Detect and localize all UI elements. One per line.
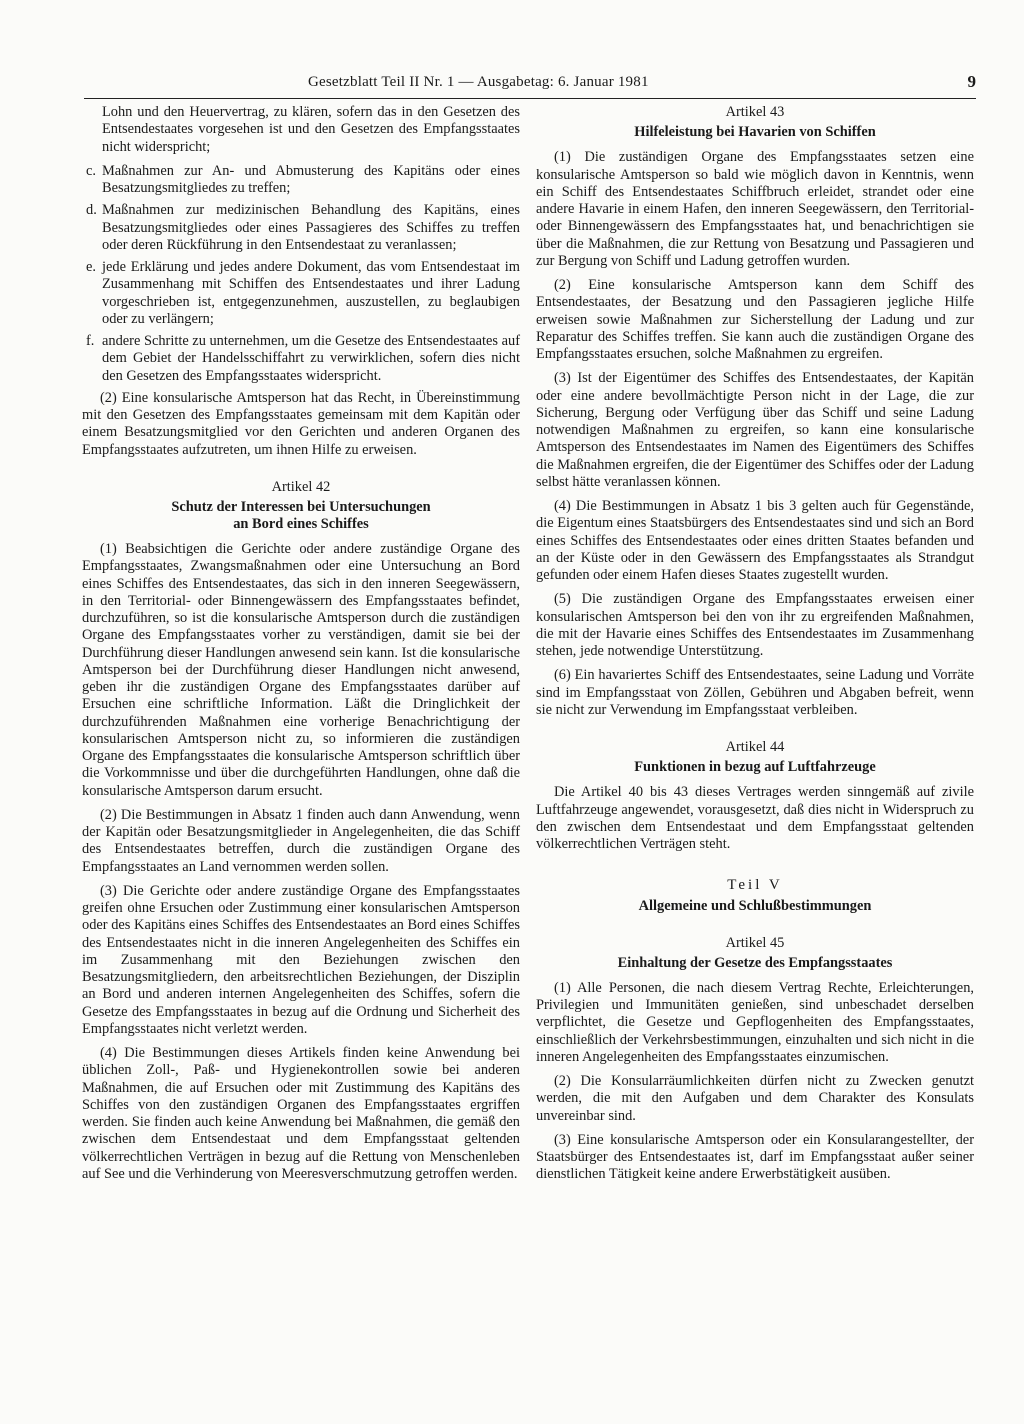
paragraph: (5) Die zuständigen Organe des Empfangsstaates erweisen einer konsularischen Amtsperson bei den von ihr zu ergreifenden Maßnahmen, die mit der Havarie eines Schiffes des Entsendestaates im Zusammenhang stehen, jede notwendige Unterstützung. <box>536 591 974 659</box>
article-title: Einhaltung der Gesetze des Empfangsstaates <box>617 954 893 971</box>
list-item <box>82 259 520 328</box>
paragraph: (6) Ein havariertes Schiff des Entsendestaates, seine Ladung und Vorräte sind im Empfangsstaat von Zöllen, Gebühren und Abgaben befreit, wenn sie nicht zur Verwendung im Empfangsstaat verbleiben. <box>536 667 974 718</box>
list-item <box>82 333 520 385</box>
right-column <box>536 104 974 1191</box>
list-item-mark: d. <box>86 202 97 219</box>
list-item-text: jede Erklärung und jedes andere Dokument, das vom Entsendestaat im Zusammenhang mit Schiffen des Entsendestaates und ihrer Ladung vorgeschrieben ist, entgegenzunehmen, auszustellen, zu beglaubigen oder zu verlängern; <box>102 259 520 327</box>
list-item-mark: e. <box>86 259 96 275</box>
list-item <box>82 202 520 254</box>
continued-text: Lohn und den Heuervertrag, zu klären, sofern das in den Gesetzen des Entsendestaates vorgesehen ist und den Gesetzen des Empfangsstaates nicht widerspricht; <box>102 104 520 155</box>
paragraph: Die Artikel 40 bis 43 dieses Vertrages werden sinngemäß auf zivile Luftfahrzeuge angewendet, vorausgesetzt, daß dies nicht in Widerspruch zu den zwischen dem Entsendestaat und dem Empfangsstaat geltenden völkerrechtlichen Verträgen steht. <box>536 784 974 852</box>
page-number: 9 <box>967 72 976 91</box>
paragraph: (4) Die Bestimmungen dieses Artikels finden keine Anwendung bei üblichen Zoll-, Paß- und Hygienekontrollen sowie bei anderen Maßnahmen, die auf Ersuchen oder mit Zustimmung des Kapitäns des Schiffes von den zuständigen Organen des Empfangsstaates ergriffen werden. Sie finden auch keine Anwendung bei Maßnahmen, die gemäß den zwischen dem Entsendestaat und dem Empfangsstaat geltenden völkerrechtlichen Verträgen in bezug auf die Rettung von Menschenleben auf See und die Verhinderung von Meeresverschmutzung getroffen werden. <box>82 1045 520 1182</box>
list-item-mark: f. <box>86 333 95 349</box>
article-number: Artikel 45 <box>725 934 785 951</box>
paragraph: (2) Eine konsularische Amtsperson hat das Recht, in Übereinstimmung mit den Gesetzen des Empfangsstaates gemeinsam mit dem Kapitän oder einem Besatzungsmitglied vor den Gerichten und anderen Organen des Empfangsstaates aufzutreten, um ihnen Hilfe zu erweisen. <box>82 389 520 458</box>
paragraph: (3) Die Gerichte oder andere zuständige Organe des Empfangsstaates greifen ohne Ersuchen oder Zustimmung einer konsularischen Amtsperson oder des Kapitäns eines Schiffes des Entsendestaates an Bord eines Schiffes des Entsendestaates nicht in die inneren Angelegenheiten des Schiffes ein im Zusammenhang mit den Beziehungen zwischen den Besatzungsmitgliedern, den arbeitsrechtlichen Beziehungen, der Disziplin an Bord und anderen internen Angelegenheiten des Schiffes, sofern die Gesetze des Empfangsstaates in bezug auf die Ordnung und Sicherheit des Empfangsstaates nicht verletzt werden. <box>82 882 520 1037</box>
part-label: Teil V <box>727 877 783 894</box>
list-item-mark: c. <box>86 162 96 179</box>
paragraph: (2) Die Konsularräumlichkeiten dürfen nicht zu Zwecken genutzt werden, die mit den Aufgaben und dem Charakter des Konsulats unvereinbar sind. <box>536 1073 974 1124</box>
list-item-text: Maßnahmen zur medizinischen Behandlung des Kapitäns, eines Besatzungsmitgliedes oder eines Passagieres des Schiffes zu treffen oder deren Rückführung in den Entsendestaat zu veranlassen; <box>102 202 520 253</box>
article-title <box>82 499 520 533</box>
article-number: Artikel 42 <box>271 478 331 495</box>
article-number: Artikel 43 <box>725 104 785 120</box>
paragraph: (1) Beabsichtigen die Gerichte oder andere zuständige Organe des Empfangsstaates, Zwangsmaßnahmen oder eine Untersuchung an Bord eines Schiffes des Entsendestaates, das sich in den inneren Seegewässern, in den Territorial- oder Binnengewässern des Empfangsstaates befindet, durchzuführen, so ist die konsularische Amtsperson durch die zuständigen Organe des Empfangsstaates vorher zu verständigen, damit sie bei der Durchführung dieser Handlungen anwesend sein kann. Ist die konsularische Amtsperson bei der Durchführung dieser Handlungen nicht anwesend, geben ihr die zuständigen Organe des Empfangsstaates darüber auf Ersuchen eine schriftliche Information. Läßt die Dringlichkeit der durchzuführenden Maßnahmen eine vorherige Benachrichtigung der konsularischen Amtsperson nicht zu, so informieren die zuständigen Organe des Empfangsstaates die konsularische Amtsperson schriftlich über die Vorkommnisse und über die durchgeführten Handlungen, ohne daß die konsularische Amtsperson darum ersucht. <box>82 541 520 799</box>
page-header <box>84 74 976 99</box>
paragraph: (3) Eine konsularische Amtsperson oder ein Konsularangestellter, der Staatsbürger des Entsendestaates ist, darf im Empfangsstaat außer seiner dienstlichen Tätigkeit keine andere Erwerbstätigkeit ausüben. <box>536 1131 974 1183</box>
article-number: Artikel 44 <box>725 739 785 755</box>
article-title-line: Schutz der Interessen bei Untersuchungen <box>171 499 431 515</box>
list-item-text: Maßnahmen zur An- und Abmusterung des Kapitäns oder eines Besatzungsmitgliedes zu treffen; <box>102 162 520 196</box>
paragraph: (3) Ist der Eigentümer des Schiffes des Entsendestaates, der Kapitän oder eine andere bevollmächtigte Person nicht in der Lage, die zur Sicherung, Bergung oder Verfügung über das Schiff und seine Ladung notwendigen Maßnahmen zu ergreifen, so kann eine konsularische Amtsperson des Entsendestaates im Namen des Eigentümers des Schiffes die Maßnahmen ergreifen, die der Eigentümer des Schiffes oder der Ladung selbst hätte veranlassen können. <box>536 370 974 490</box>
article-title: Hilfeleistung bei Havarien von Schiffen <box>634 124 876 141</box>
paragraph: (2) Eine konsularische Amtsperson kann dem Schiff des Entsendestaates, der Besatzung und den Passagieren jegliche Hilfe erweisen sowie Maßnahmen zur Sicherstellung der Ladung und zur Reparatur des Schiffes treffen. Sie kann auch die zuständigen Organe des Empfangsstaates ersuchen, solche Maßnahmen zu ergreifen. <box>536 277 974 362</box>
left-column <box>82 104 520 1190</box>
list-item <box>82 163 520 198</box>
paragraph: (1) Die zuständigen Organe des Empfangsstaates setzen eine konsularische Amtsperson so bald wie möglich davon in Kenntnis, wenn ein Schiff des Entsendestaates Schiffbruch erleidet, strandet oder eine andere Havarie in einem Hafen, den inneren Seegewässern, den Territorial- oder Binnengewässern des Empfangsstaates hat, und benachrichtigen sie über die Maßnahmen, die zur Rettung von Besatzung und Passagieren und zur Bergung von Schiff und Ladung getroffen wurden. <box>536 149 974 269</box>
article-title: Funktionen in bezug auf Luftfahrzeuge <box>634 759 876 776</box>
article-title-line: an Bord eines Schiffes <box>233 516 369 532</box>
paragraph: (2) Die Bestimmungen in Absatz 1 finden auch dann Anwendung, wenn der Kapitän oder Besatzungsmitglieder in Angelegenheiten, die das Schiff des Entsendestaates betreffen, durch die zuständigen Organe des Empfangsstaates an Land vernommen werden sollen. <box>82 806 520 875</box>
part-title: Allgemeine und Schlußbestimmungen <box>638 897 872 914</box>
header-title: Gesetzblatt Teil II Nr. 1 — Ausgabetag: 6. Januar 1981 <box>308 74 649 90</box>
paragraph: (1) Alle Personen, die nach diesem Vertrag Rechte, Erleichterungen, Privilegien und Immunitäten genießen, sind unbeschadet derselben verpflichtet, die Gesetze und Gepflogenheiten des Empfangsstaates, einschließlich der Verkehrsbestimmungen, einzuhalten und sich nicht in die inneren Angelegenheiten des Empfangsstaates einzumischen. <box>536 979 974 1065</box>
list-item-text: andere Schritte zu unternehmen, um die Gesetze des Entsendestaates auf dem Gebiet der Handelsschiffahrt zu verwirklichen, sofern dies nicht den Gesetzen des Empfangsstaates widerspricht. <box>102 333 520 384</box>
paragraph: (4) Die Bestimmungen in Absatz 1 bis 3 gelten auch für Gegenstände, die Eigentum eines Staatsbürgers des Entsendestaates sind und sich an Bord eines Schiffes des Entsendestaates oder eines dritten Staates befanden und an der Küste oder in den Gewässern des Empfangsstaates als Strandgut gefunden oder einem Hafen dieses Staates zugestellt wurden. <box>536 498 974 583</box>
